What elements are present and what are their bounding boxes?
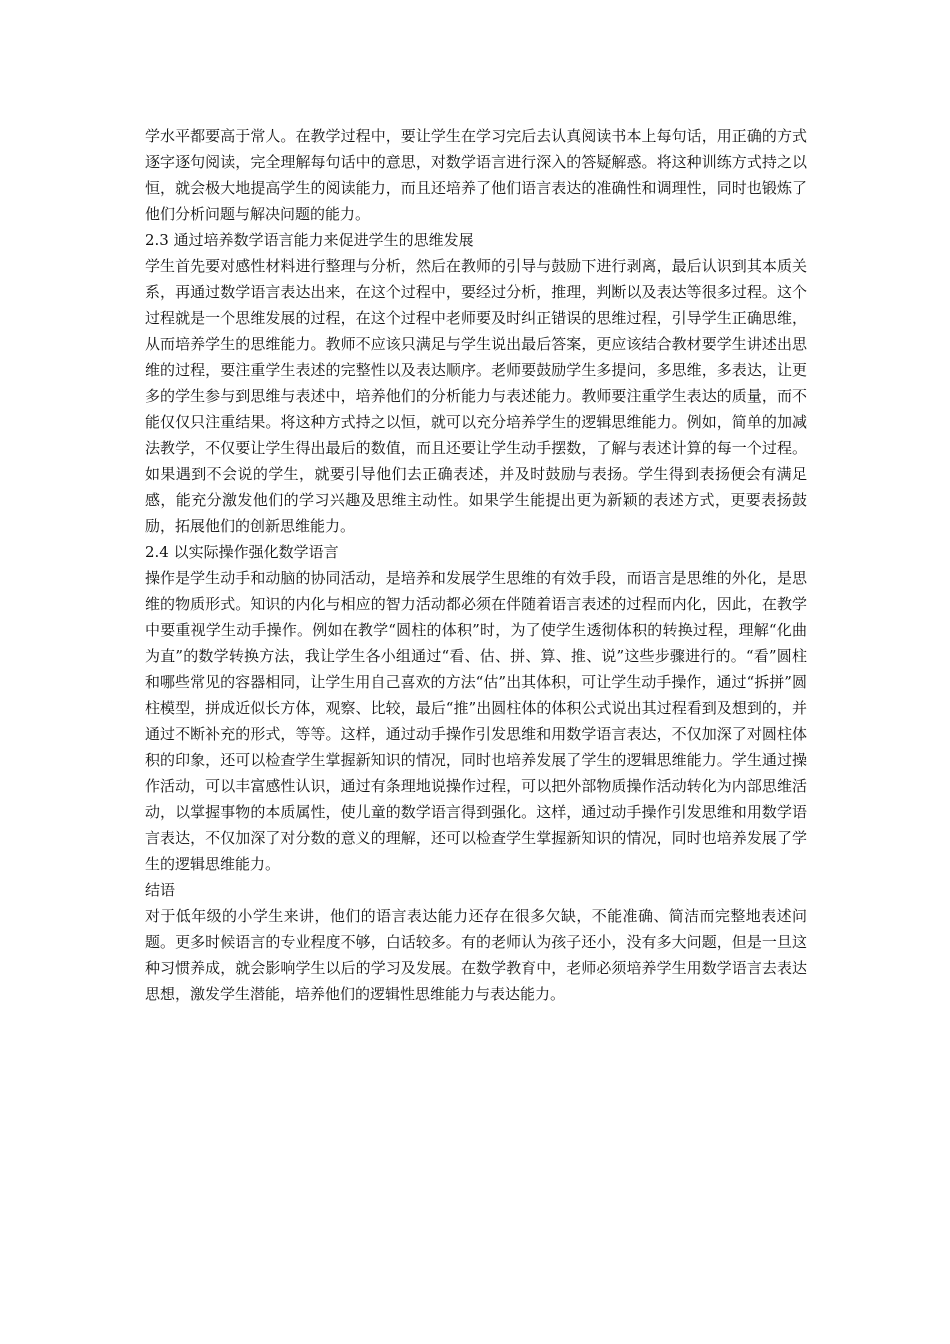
section-heading-2-3: 2.3 通过培养数学语言能力来促进学生的思维发展 — [145, 231, 474, 249]
paragraph-section-2-4: 操作是学生动手和动脑的协同活动，是培养和发展学生思维的有效手段，而语言是思维的外化，是思维的物质形式。知识的内化与相应的智力活动都必须在伴随着语言表述的过程而内化，因此，在教学中要重视学生动手操作。例如在教学“圆柱的体积”时，为了使学生透彻体积的转换过程，理解“化曲为直”的数学转换方法，我让学生各小组通过“看、估、拼、算、推、说”这些步骤进行的。“看”圆柱和哪些常见的容器相同，让学生用自己喜欢的方法“估”出其体积，可让学生动手操作，通过“拆拼”圆柱模型，拼成近似长方体，观察、比较，最后“推”出圆柱体的体积公式说出其过程看到及想到的，并通过不断补充的形式，等等。这样，通过动手操作引发思维和用数学语言表达，不仅加深了对圆柱体积的印象，还可以检查学生掌握新知识的情况，同时也培养发展了学生的逻辑思维能力。学生通过操作活动，可以丰富感性认识，通过有条理地说操作过程，可以把外部物质操作活动转化为内部思维活动，以掌握事物的本质属性，使儿童的数学语言得到强化。这样，通过动手操作引发思维和用数学语言表达，不仅加深了对分数的意义的理解，还可以检查学生掌握新知识的情况，同时也培养发展了学生的逻辑思维能力。 — [145, 569, 807, 873]
paragraph-conclusion: 对于低年级的小学生来讲，他们的语言表达能力还存在很多欠缺，不能准确、简洁而完整地表述问题。更多时候语言的专业程度不够，白话较多。有的老师认为孩子还小，没有多大问题，但是一旦这种习惯养成，就会影响学生以后的学习及发展。在数学教育中，老师必须培养学生用数学语言去表达思想，激发学生潜能，培养他们的逻辑性思维能力与表达能力。 — [145, 907, 807, 1003]
section-heading-conclusion: 结语 — [145, 881, 176, 899]
document-page — [145, 123, 807, 1007]
section-heading-2-4: 2.4 以实际操作强化数学语言 — [145, 543, 339, 561]
paragraph-intro-continuation: 学水平都要高于常人。在教学过程中，要让学生在学习完后去认真阅读书本上每句话，用正确的方式逐字逐句阅读，完全理解每句话中的意思，对数学语言进行深入的答疑解惑。将这种训练方式持之以恒，就会极大地提高学生的阅读能力，而且还培养了他们语言表达的准确性和调理性，同时也锻炼了他们分析问题与解决问题的能力。 — [145, 127, 807, 223]
paragraph-section-2-3: 学生首先要对感性材料进行整理与分析，然后在教师的引导与鼓励下进行剥离，最后认识到其本质关系，再通过数学语言表达出来，在这个过程中，要经过分析，推理，判断以及表达等很多过程。这个过程就是一个思维发展的过程，在这个过程中老师要及时纠正错误的思维过程，引导学生正确思维，从而培养学生的思维能力。教师不应该只满足与学生说出最后答案，更应该结合教材要学生讲述出思维的过程，要注重学生表述的完整性以及表达顺序。老师要鼓励学生多提问，多思维，多表达，让更多的学生参与到思维与表述中，培养他们的分析能力与表述能力。教师要注重学生表达的质量，而不能仅仅只注重结果。将这种方式持之以恒，就可以充分培养学生的逻辑思维能力。例如，简单的加减法教学，不仅要让学生得出最后的数值，而且还要让学生动手摆数，了解与表述计算的每一个过程。如果遇到不会说的学生，就要引导他们去正确表述，并及时鼓励与表扬。学生得到表扬便会有满足感，能充分激发他们的学习兴趣及思维主动性。如果学生能提出更为新颖的表述方式，更要表扬鼓励，拓展他们的创新思维能力。 — [145, 257, 807, 535]
